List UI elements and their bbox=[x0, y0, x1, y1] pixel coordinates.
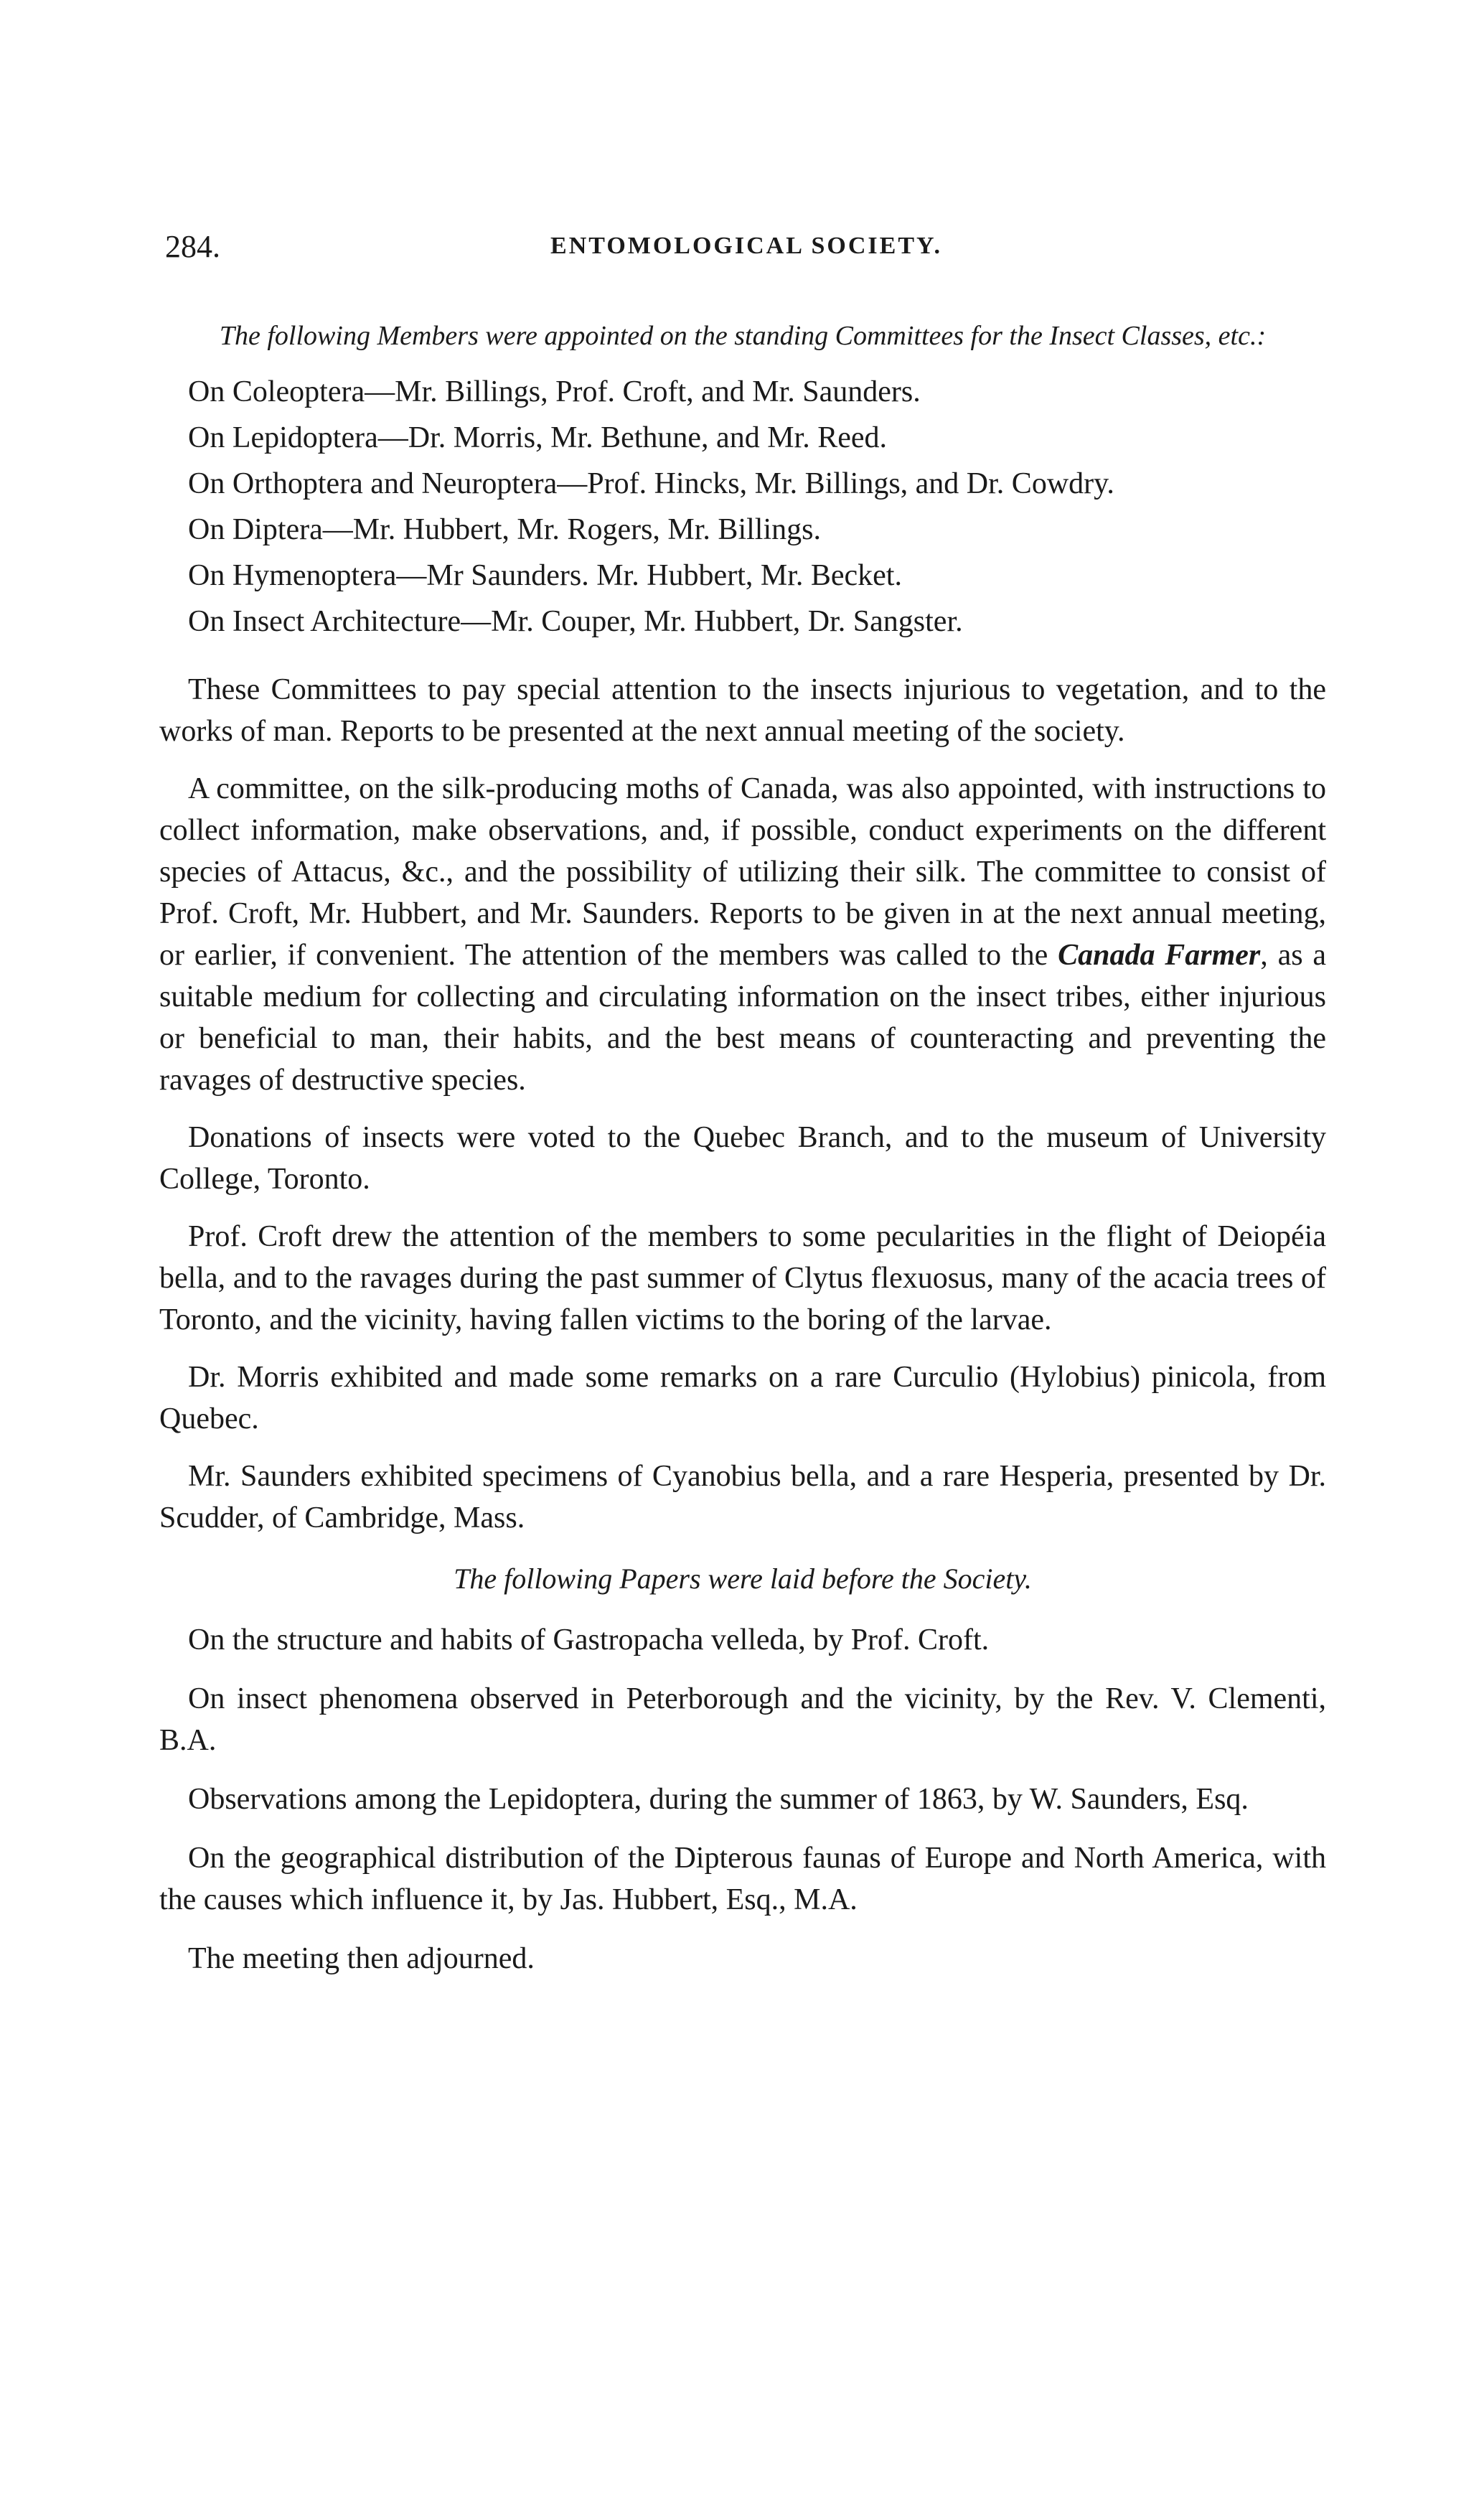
paper-item-gastropacha: On the structure and habits of Gastropacha velleda, by Prof. Croft. bbox=[188, 1623, 990, 1657]
paper-item-lepidoptera: Observations among the Lepidoptera, during the summer of 1863, by W. Saunders, Esq. bbox=[188, 1783, 1249, 1816]
paragraph-donations: Donations of insects were voted to the Quebec Branch, and to the museum of University College, Toronto. bbox=[159, 1121, 1326, 1196]
committee-item-insect-architecture: On Insect Architecture—Mr. Couper, Mr. Hubbert, Dr. Sangster. bbox=[188, 605, 963, 638]
committees-intro: The following Members were appointed on the standing Committees for the Insect Classes, etc.: bbox=[219, 321, 1267, 351]
running-title: ENTOMOLOGICAL SOCIETY. bbox=[550, 233, 942, 259]
committee-list bbox=[159, 369, 1326, 645]
paragraph-morris-exhibit: Dr. Morris exhibited and made some remarks on a rare Curculio (Hylobius) pinicola, from Quebec. bbox=[159, 1361, 1326, 1435]
closing-line: The meeting then adjourned. bbox=[188, 1942, 535, 1975]
paper-item-diptera-distribution: On the geographical distribution of the Dipterous faunas of Europe and North America, with the causes which influence it, by Jas. Hubbert, Esq., M.A. bbox=[159, 1842, 1326, 1916]
paragraph-silk-committee-part1: A committee, on the silk-producing moths of Canada, was also appointed, with instructions to collect information, make observations, and, if possible, conduct experiments on the different species of Attacus, &c., and the possibility of utilizing their silk. The committee to consist of Prof. Croft, Mr. Hubbert, and Mr. Saunders. Reports to be given in at the next annual meeting, or earlier, if convenient. The attention of the members was called to the bbox=[159, 772, 1326, 972]
page-number: 284. bbox=[165, 229, 220, 264]
paragraph-silk-committee-part2: , as a suitable medium for collecting and circulating information on the insect tribes, either injurious or beneficial to man, their habits, and the best means of counteracting and preventing the ravages of destructive species. bbox=[159, 939, 1326, 1097]
page-body bbox=[159, 316, 1326, 1979]
papers-heading: The following Papers were laid before the Society. bbox=[454, 1562, 1032, 1595]
committee-item-diptera: On Diptera—Mr. Hubbert, Mr. Rogers, Mr. Billings. bbox=[188, 513, 821, 546]
paragraph-croft-remarks: Prof. Croft drew the attention of the members to some pecularities in the flight of Deiopéia bella, and to the ravages during the past summer of Clytus flexuosus, many of the acacia trees of Toronto, and the vicinity, having fallen victims to the boring of the larvae. bbox=[159, 1220, 1326, 1336]
committee-item-lepidoptera: On Lepidoptera—Dr. Morris, Mr. Bethune, and Mr. Reed. bbox=[188, 421, 887, 454]
canada-farmer-title: Canada Farmer bbox=[1058, 939, 1261, 972]
committee-item-orthoptera: On Orthoptera and Neuroptera—Prof. Hincks, Mr. Billings, and Dr. Cowdry. bbox=[188, 467, 1114, 500]
page-header bbox=[165, 228, 1328, 271]
paragraph-saunders-exhibit: Mr. Saunders exhibited specimens of Cyanobius bella, and a rare Hesperia, presented by Dr. Scudder, of Cambridge, Mass. bbox=[159, 1460, 1326, 1534]
paragraph-silk-committee bbox=[159, 768, 1326, 1101]
committee-item-coleoptera: On Coleoptera—Mr. Billings, Prof. Croft, and Mr. Saunders. bbox=[188, 375, 921, 408]
paragraph-committee-duties: These Committees to pay special attention to the insects injurious to vegetation, and to the works of man. Reports to be presented at the next annual meeting of the society. bbox=[159, 673, 1326, 748]
committee-item-hymenoptera: On Hymenoptera—Mr Saunders. Mr. Hubbert, Mr. Becket. bbox=[188, 559, 902, 592]
paper-item-peterborough: On insect phenomena observed in Peterborough and the vicinity, by the Rev. V. Clementi, B.A. bbox=[159, 1682, 1326, 1757]
